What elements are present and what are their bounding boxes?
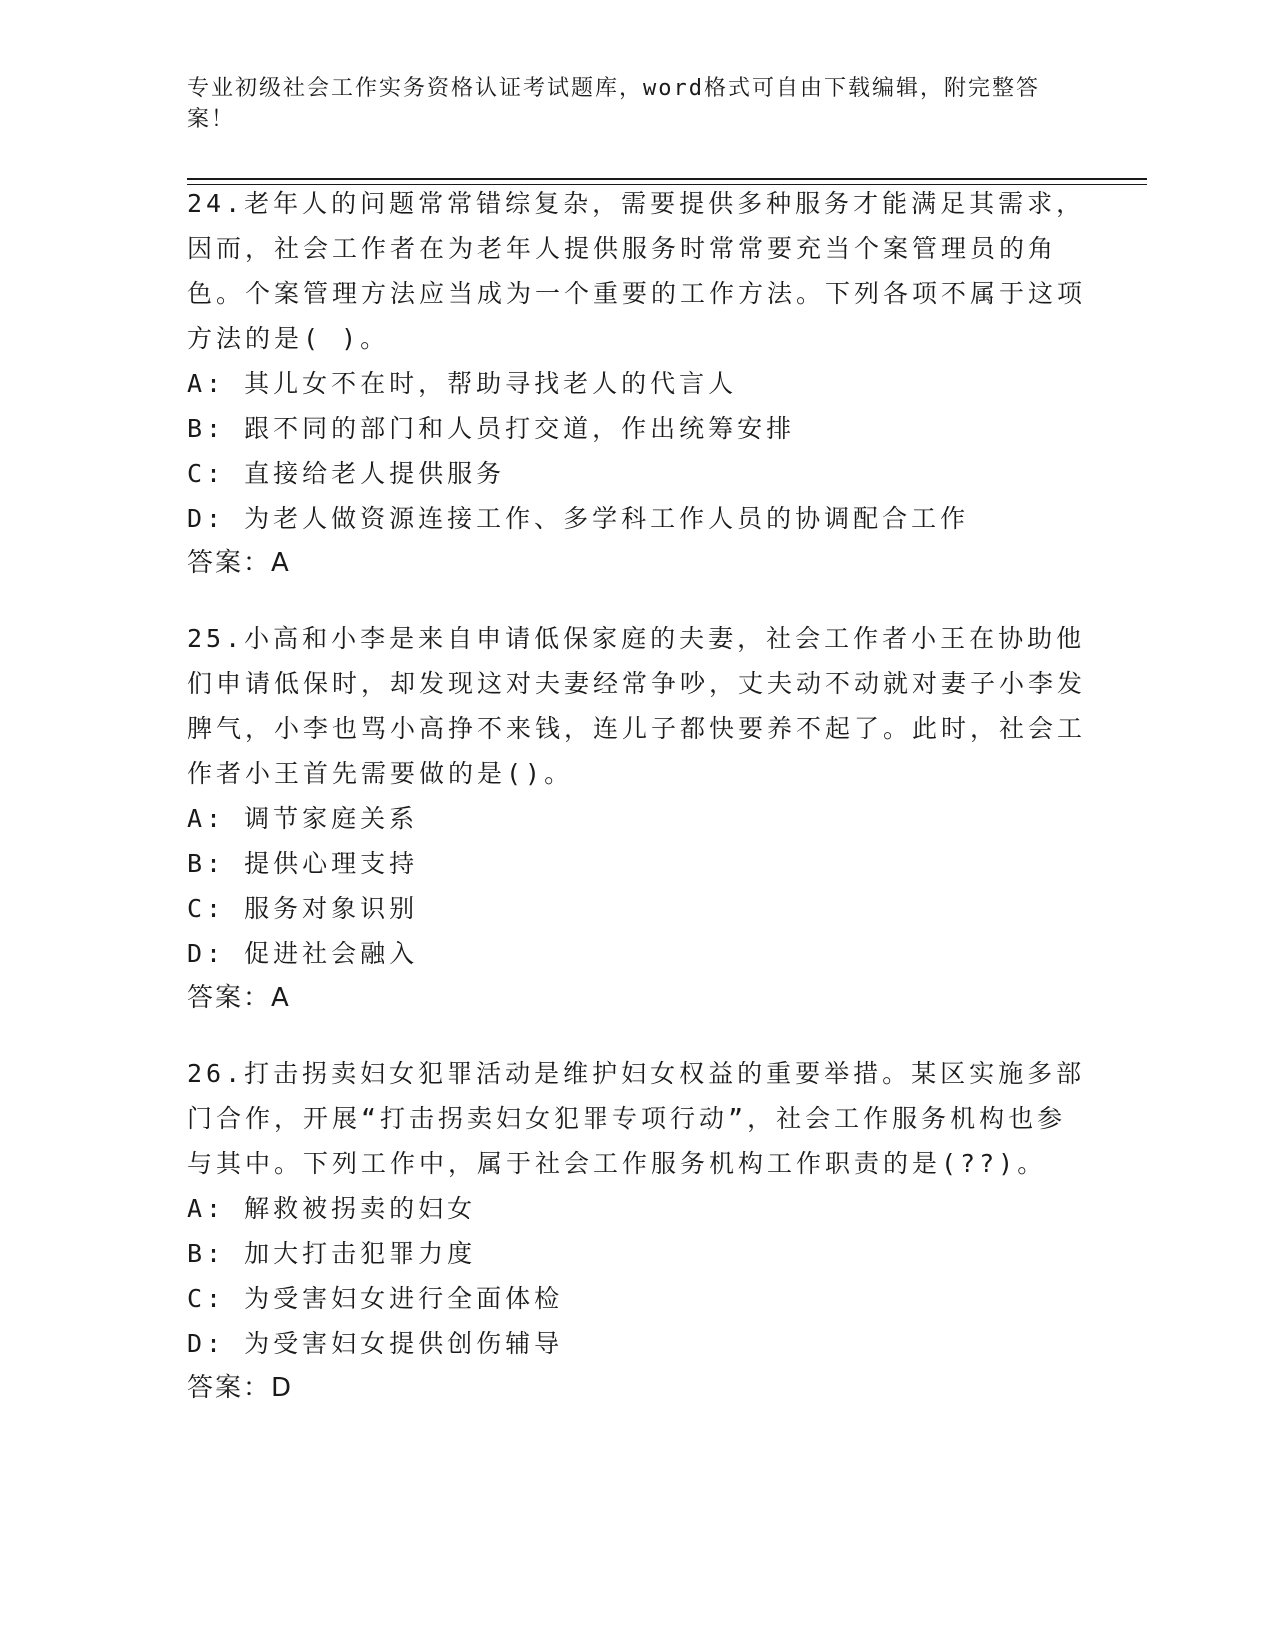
question-stem: 24.老年人的问题常常错综复杂，需要提供多种服务才能满足其需求，因而，社会工作者在为老年人提供服务时常常要充当个案管理员的角色。个案管理方法应当成为一个重要的工作方法。下列各项不属于这项方法的是( )。 (187, 189, 1087, 353)
answer: 答案：D (187, 1373, 294, 1403)
option-d: D: 为受害妇女提供创伤辅导 (187, 1329, 564, 1358)
question-stem: 26.打击拐卖妇女犯罪活动是维护妇女权益的重要举措。某区实施多部门合作，开展“打击拐卖妇女犯罪专项行动”，社会工作服务机构也参与其中。下列工作中，属于社会工作服务机构工作职责的是(??)。 (187, 1059, 1086, 1178)
option-b: B: 加大打击犯罪力度 (187, 1239, 477, 1268)
document-header: 专业初级社会工作实务资格认证考试题库，word格式可自由下载编辑，附完整答案！ (187, 76, 1040, 132)
option-c: C: 服务对象识别 (187, 894, 419, 923)
option-d: D: 促进社会融入 (187, 939, 419, 968)
option-a: A: 调节家庭关系 (187, 804, 419, 833)
answer: 答案：A (187, 983, 291, 1013)
answer: 答案：A (187, 548, 291, 578)
option-a: A: 其儿女不在时，帮助寻找老人的代言人 (187, 369, 738, 398)
question-stem: 25.小高和小李是来自申请低保家庭的夫妻，社会工作者小王在协助他们申请低保时，却发现这对夫妻经常争吵，丈夫动不动就对妻子小李发脾气，小李也骂小高挣不来钱，连儿子都快要养不起了。此时，社会工作者小王首先需要做的是()。 (187, 624, 1087, 788)
option-d: D: 为老人做资源连接工作、多学科工作人员的协调配合工作 (187, 504, 970, 533)
question-26 (187, 1051, 1087, 1411)
option-a: A: 解救被拐卖的妇女 (187, 1194, 477, 1223)
question-24 (187, 181, 1087, 586)
header-divider-thick (187, 178, 1147, 180)
option-b: B: 跟不同的部门和人员打交道，作出统筹安排 (187, 414, 796, 443)
option-c: C: 为受害妇女进行全面体检 (187, 1284, 564, 1313)
option-c: C: 直接给老人提供服务 (187, 459, 506, 488)
option-b: B: 提供心理支持 (187, 849, 419, 878)
question-25 (187, 616, 1087, 1021)
